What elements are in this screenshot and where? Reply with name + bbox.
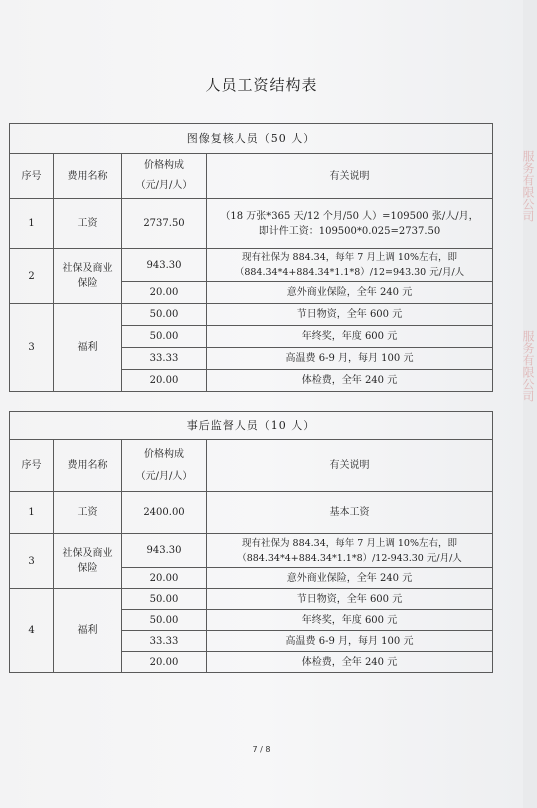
cell-note: 高温费 6-9 月，每月 100 元 <box>207 631 493 652</box>
cell-item: 工资 <box>54 199 122 249</box>
col-header-note: 有关说明 <box>207 154 493 199</box>
cell-price: 20.00 <box>122 568 207 589</box>
cell-note: 年终奖，年度 600 元 <box>207 326 493 348</box>
cell-note: （18 万张*365 天/12 个月/50 人）=109500 张/人/月， 即计件工资：109500*0.025=2737.50 <box>207 199 493 249</box>
cell-price: 50.00 <box>122 589 207 610</box>
table-header-row <box>10 154 493 199</box>
cell-price: 20.00 <box>122 282 207 304</box>
cell-price: 2400.00 <box>122 492 207 534</box>
cell-price: 943.30 <box>122 249 207 282</box>
col-header-no: 序号 <box>10 154 54 199</box>
cell-price: 20.00 <box>122 652 207 673</box>
cell-price: 2737.50 <box>122 199 207 249</box>
cell-note: 节日物资，全年 600 元 <box>207 304 493 326</box>
table-row <box>10 492 493 534</box>
page-number: 7 / 8 <box>252 745 271 754</box>
cell-price: 50.00 <box>122 304 207 326</box>
cell-note: 节日物资，全年 600 元 <box>207 589 493 610</box>
cell-no: 4 <box>10 589 54 673</box>
cell-item: 社保及商业 保险 <box>54 534 122 589</box>
document-title: 人员工资结构表 <box>205 76 318 94</box>
cell-no: 1 <box>10 492 54 534</box>
col-header-price: 价格构成 （元/月/人） <box>122 154 207 199</box>
table-header-row <box>10 440 493 492</box>
section-heading: 图像复核人员（50 人） <box>10 124 493 154</box>
cell-price: 33.33 <box>122 348 207 370</box>
table-row <box>10 249 493 282</box>
section-table-image-review <box>9 123 493 392</box>
section-heading: 事后监督人员（10 人） <box>10 412 493 440</box>
col-header-note: 有关说明 <box>207 440 493 492</box>
cell-price: 20.00 <box>122 370 207 392</box>
cell-no: 3 <box>10 534 54 589</box>
cell-price: 33.33 <box>122 631 207 652</box>
cell-price: 50.00 <box>122 326 207 348</box>
company-seal-stamp: 服务有限公司 <box>521 150 535 222</box>
table-row <box>10 199 493 249</box>
cell-item: 工资 <box>54 492 122 534</box>
cell-note: 高温费 6-9 月，每月 100 元 <box>207 348 493 370</box>
col-header-no: 序号 <box>10 440 54 492</box>
cell-no: 1 <box>10 199 54 249</box>
cell-item: 社保及商业 保险 <box>54 249 122 304</box>
cell-note: 年终奖，年度 600 元 <box>207 610 493 631</box>
table-row <box>10 534 493 568</box>
cell-item: 福利 <box>54 304 122 392</box>
cell-no: 2 <box>10 249 54 304</box>
cell-note: 意外商业保险，全年 240 元 <box>207 568 493 589</box>
cell-note: 现有社保为 884.34，每年 7 月上调 10%左右，即 （884.34*4+884.34*1.1*8）/12=943.30 元/月/人 <box>207 249 493 282</box>
table-row <box>10 304 493 326</box>
table-row <box>10 589 493 610</box>
cell-note: 现有社保为 884.34，每年 7 月上调 10%左右，即 （884.34*4+884.34*1.1*8）/12-943.30 元/月/人 <box>207 534 493 568</box>
col-header-price: 价格构成 （元/月/人） <box>122 440 207 492</box>
cell-item: 福利 <box>54 589 122 673</box>
cell-note: 体检费，全年 240 元 <box>207 652 493 673</box>
cell-no: 3 <box>10 304 54 392</box>
cell-note: 体检费，全年 240 元 <box>207 370 493 392</box>
cell-note: 基本工资 <box>207 492 493 534</box>
section-table-post-audit <box>9 411 493 673</box>
cell-price: 943.30 <box>122 534 207 568</box>
cell-price: 50.00 <box>122 610 207 631</box>
cell-note: 意外商业保险，全年 240 元 <box>207 282 493 304</box>
col-header-item: 费用名称 <box>54 154 122 199</box>
company-seal-stamp: 服务有限公司 <box>521 330 535 402</box>
col-header-item: 费用名称 <box>54 440 122 492</box>
